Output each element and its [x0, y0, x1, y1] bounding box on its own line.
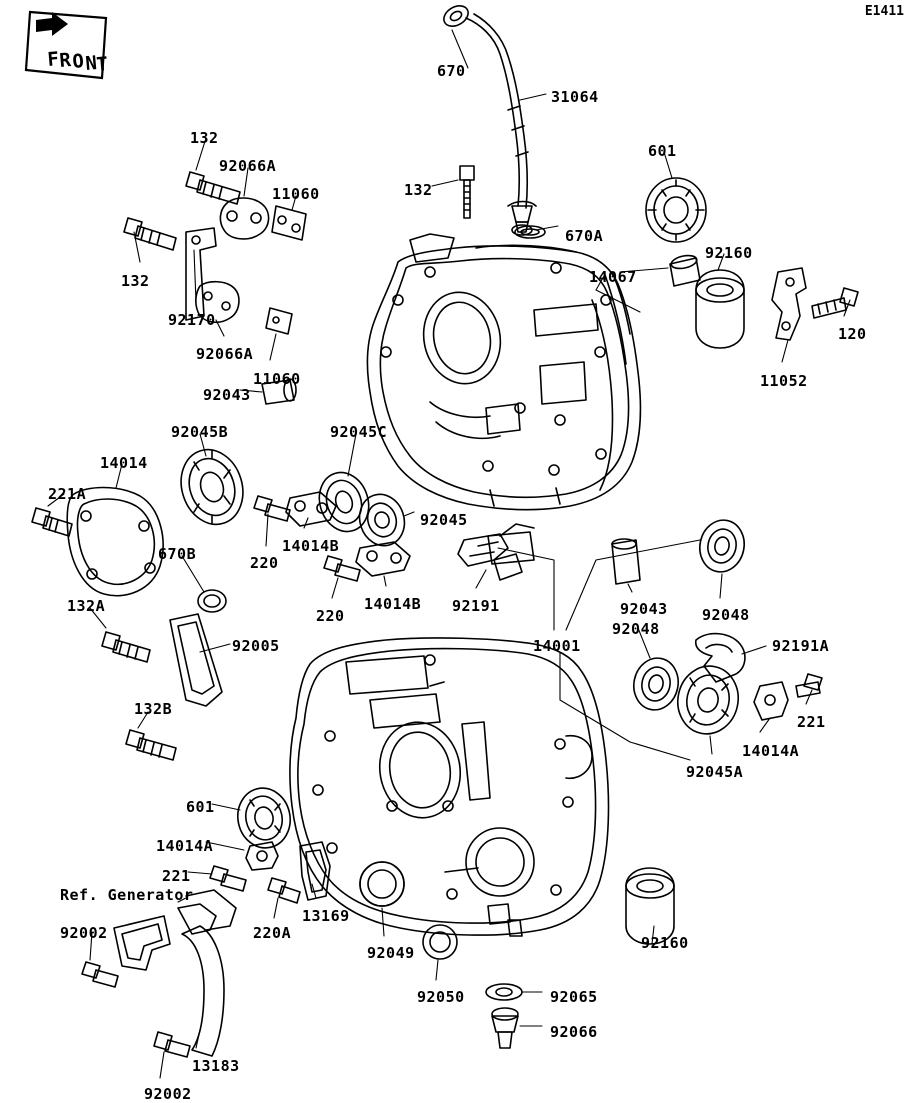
part-label-601-top: 601 [648, 142, 677, 160]
svg-text:T: T [95, 53, 109, 76]
part-label-670a: 670A [565, 227, 604, 245]
ref-generator-label: Ref. Generator [60, 886, 194, 904]
part-label-14014a-a: 14014A [742, 742, 800, 760]
part-label-92045: 92045 [420, 511, 468, 529]
part-label-132a: 132A [67, 597, 106, 615]
part-label-221a: 221A [48, 485, 87, 503]
part-label-92045b: 92045B [171, 423, 229, 441]
part-label-14014a-b: 14014A [156, 837, 214, 855]
part-label-14001: 14001 [533, 637, 581, 655]
part-label-220a: 220A [253, 924, 292, 942]
part-label-92191: 92191 [452, 597, 500, 615]
part-label-92065: 92065 [550, 988, 598, 1006]
part-label-92043-a: 92043 [203, 386, 251, 404]
part-label-92191a: 92191A [772, 637, 830, 655]
part-label-92050: 92050 [417, 988, 465, 1006]
part-label-670-top: 670 [437, 62, 466, 80]
part-label-120: 120 [838, 325, 867, 343]
part-label-92002-b: 92002 [144, 1085, 192, 1103]
part-label-220-a: 220 [250, 554, 279, 572]
part-label-92002-a: 92002 [60, 924, 108, 942]
svg-text:N: N [84, 52, 98, 75]
part-label-92049: 92049 [367, 944, 415, 962]
part-label-92160-top: 92160 [705, 244, 753, 262]
part-label-14014: 14014 [100, 454, 148, 472]
part-label-14014b-a: 14014B [282, 537, 340, 555]
part-label-92048-b: 92048 [612, 620, 660, 638]
part-label-92048-a: 92048 [702, 606, 750, 624]
part-label-14067: 14067 [589, 268, 637, 286]
part-label-221-b: 221 [162, 867, 191, 885]
part-label-220-b: 220 [316, 607, 345, 625]
part-label-92160-bottom: 92160 [641, 934, 689, 952]
part-label-92170: 92170 [168, 311, 216, 329]
part-label-11052: 11052 [760, 372, 808, 390]
part-label-11060-a: 11060 [272, 185, 320, 203]
part-label-670b: 670B [158, 545, 197, 563]
part-label-221-a: 221 [797, 713, 826, 731]
svg-text:F: F [46, 48, 60, 71]
part-label-14014b-b: 14014B [364, 595, 422, 613]
part-label-132b: 132B [134, 700, 173, 718]
part-label-132-b: 132 [404, 181, 433, 199]
part-label-92045c: 92045C [330, 423, 388, 441]
part-label-92005: 92005 [232, 637, 280, 655]
part-label-92066a-a: 92066A [219, 157, 277, 175]
part-label-132-a: 132 [190, 129, 219, 147]
part-label-92043-b: 92043 [620, 600, 668, 618]
svg-text:O: O [71, 50, 85, 73]
part-label-92045a: 92045A [686, 763, 744, 781]
part-label-92066a-b: 92066A [196, 345, 254, 363]
svg-text:R: R [58, 49, 72, 72]
part-label-92066: 92066 [550, 1023, 598, 1041]
part-label-13169: 13169 [302, 907, 350, 925]
part-label-132-c: 132 [121, 272, 150, 290]
part-label-13183: 13183 [192, 1057, 240, 1075]
part-label-31064: 31064 [551, 88, 599, 106]
part-label-11060-b: 11060 [253, 370, 301, 388]
part-label-601-bottom: 601 [186, 798, 215, 816]
diagram-id-code: E1411 [864, 4, 904, 19]
